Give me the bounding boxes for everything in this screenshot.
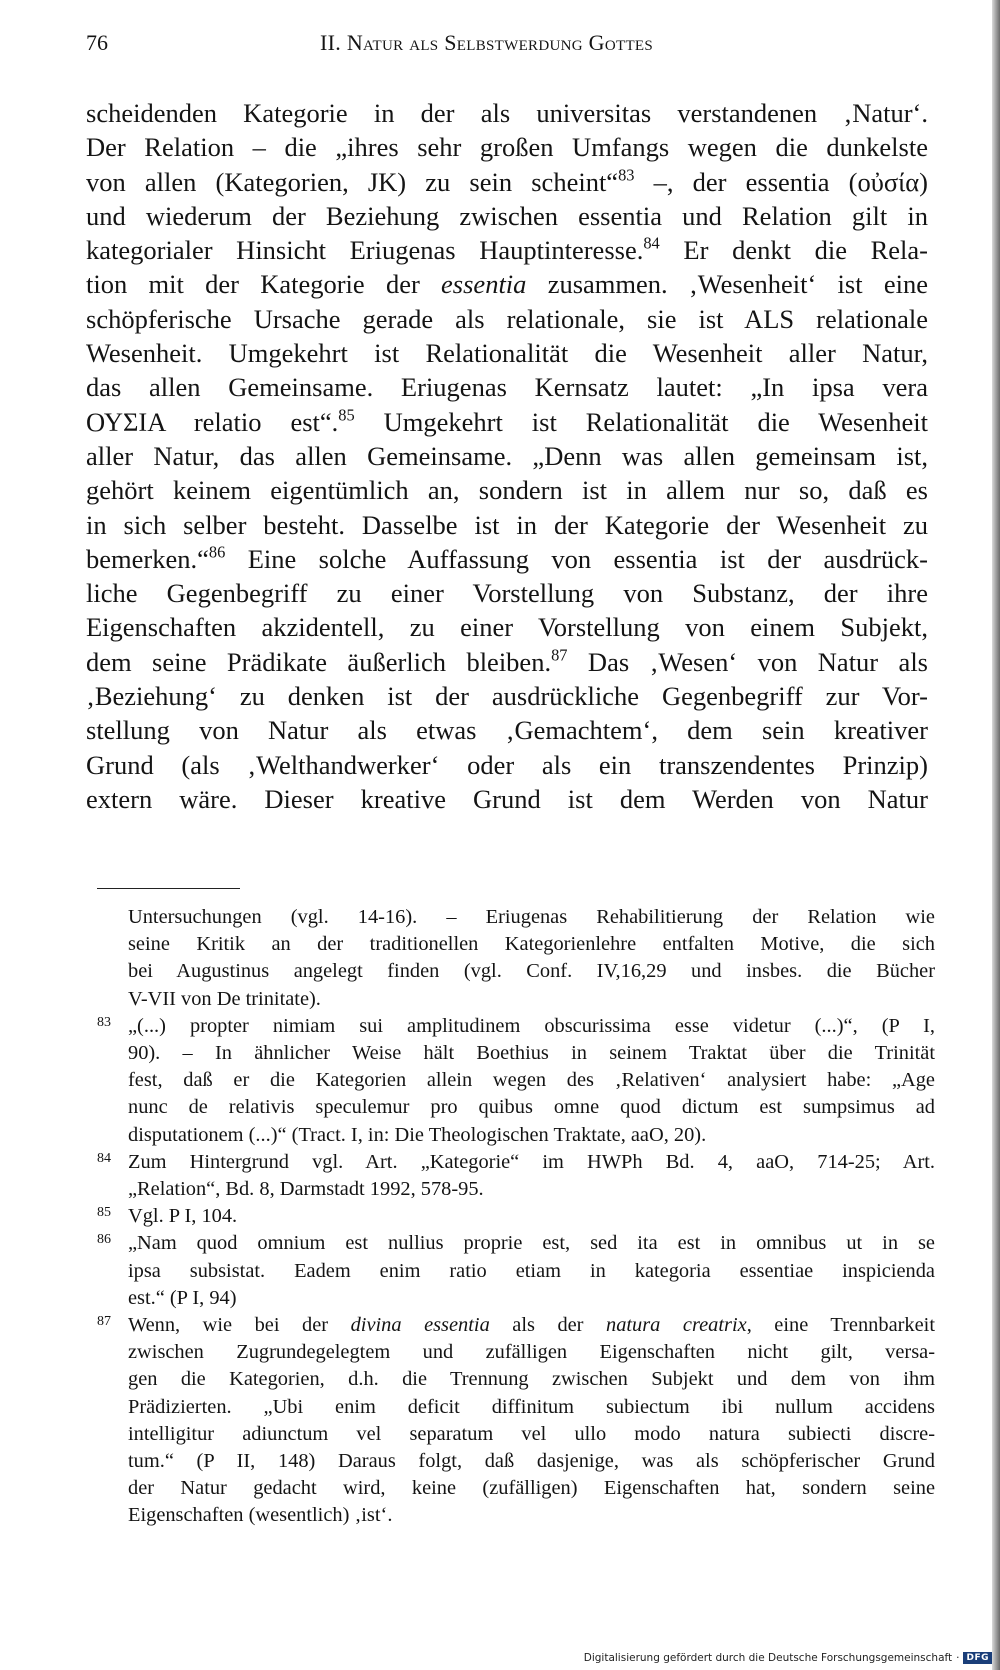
footnote-text: intelligitur adiunctum vel separatum vel ullo modo natura subiecti discre- (128, 1422, 935, 1445)
line-text: ‚Beziehung‘ zu denken ist der ausdrückliche Gegenbegriff zur Vor- (86, 681, 928, 712)
footnote-line (128, 1230, 935, 1257)
page-number: 76 (86, 30, 108, 55)
footnote-text: Untersuchungen (vgl. 14-16). – Eriugenas Rehabilitierung der Relation wie (128, 906, 935, 928)
line-text: bemerken.“ (86, 543, 209, 574)
footnote (97, 1149, 935, 1203)
body-text (86, 96, 928, 816)
body-line (86, 130, 928, 164)
footnote-text: „Nam quod omnium est nullius proprie est, sed ita est in omnibus ut in se (128, 1232, 935, 1255)
footnote-line (128, 1502, 935, 1529)
line-text: extern wäre. Dieser kreative Grund ist dem Werden von Natur (86, 783, 928, 814)
line-text: stellung von Natur als etwas ‚Gemachtem‘, dem sein kreativer (86, 715, 928, 746)
line-text: ΟΥΣΙΑ relatio est“. (86, 406, 339, 437)
line-text: Eigenschaften akzidentell, zu einer Vorstellung von einem Subjekt, (86, 612, 928, 643)
italic-term: essentia (441, 269, 527, 300)
line-text: tion mit der Kategorie der (86, 269, 442, 300)
dfg-logo-icon: DFG (963, 1652, 992, 1664)
body-line (86, 336, 928, 370)
footnote-text: ipsa subsistat. Eadem enim ratio etiam in kategoria essentiae inspicienda (128, 1259, 935, 1282)
body-line (86, 233, 928, 267)
footnote-marker: 87 (97, 1314, 111, 1330)
footnote-text: zwischen Zugrundegelegtem und zufälligen Eigenschaften nicht gilt, versa- (128, 1341, 935, 1364)
footnote-reference: 85 (338, 405, 355, 424)
body-line (86, 508, 928, 542)
line-text: in sich selber besteht. Dasselbe ist in der Kategorie der Wesenheit zu (86, 509, 928, 540)
footnote-text: „(...) propter nimiam sui amplitudinem obscurissima esse videtur (...)“, (P I, (128, 1014, 935, 1037)
footnote-marker: 85 (97, 1205, 111, 1221)
footnote-reference: 84 (643, 233, 660, 253)
footnote-line (128, 931, 935, 958)
footnote-text: gen die Kategorien, d.h. die Trennung zwischen Subjekt und dem von ihm (128, 1368, 935, 1391)
footnote-text: Vgl. P I, 104. (128, 1205, 238, 1228)
body-line (86, 267, 928, 301)
body-line (86, 96, 928, 130)
footnote-line (128, 1258, 935, 1285)
footnote-marker: 83 (97, 1014, 111, 1030)
line-text-after: Eine solche Auffassung von essentia ist der ausdrück- (225, 543, 928, 574)
line-text: schöpferische Ursache gerade als relationale, sie ist ALS relationale (86, 303, 928, 334)
footnote-text: Prädizierten. „Ubi enim deficit diffinitum subiectum ibi nullum accidens (128, 1395, 935, 1418)
footnote-line (128, 1366, 935, 1393)
footnote-text-mid: als der (489, 1314, 606, 1337)
footnote-rule (97, 888, 240, 889)
line-text: und wiederum der Beziehung zwischen essentia und Relation gilt in (86, 200, 928, 231)
line-text-after: zusammen. ‚Wesenheit‘ ist eine (526, 269, 928, 300)
body-line (86, 165, 928, 199)
italic-term: natura creatrix (606, 1314, 747, 1337)
footnote-line (128, 1448, 935, 1475)
footnote (97, 904, 935, 1013)
footnote-line (128, 1067, 935, 1094)
line-text: Wesenheit. Umgekehrt ist Relationalität die Wesenheit aller Natur, (86, 338, 928, 369)
footnote-reference: 86 (208, 542, 226, 562)
body-line (86, 713, 928, 747)
footnote-line (128, 1475, 935, 1502)
footnote-text: nunc de relativis speculemur pro quibus omne quod dictum est sumpsimus ad (128, 1096, 935, 1119)
footnote-line (128, 1285, 935, 1312)
footnote-text: Zum Hintergrund vgl. Art. „Kategorie“ im HWPh Bd. 4, aaO, 714-25; Art. (128, 1150, 935, 1173)
footnote-line (128, 1040, 935, 1067)
line-text: von allen (Kategorien, JK) zu sein scheint“ (86, 166, 619, 197)
footnotes (97, 904, 935, 1530)
footnote-line (128, 1421, 935, 1448)
footnote (97, 1013, 935, 1149)
footnote-text: tum.“ (P II, 148) Daraus folgt, daß dasjenige, was als schöpferischer Grund (128, 1450, 935, 1473)
footnote-marker: 86 (97, 1232, 111, 1248)
line-text: kategorialer Hinsicht Eriugenas Hauptinteresse. (86, 235, 644, 266)
footnote-text-after: , eine Trennbarkeit (746, 1314, 935, 1337)
footnote-text: Eigenschaften (wesentlich) ‚ist‘. (128, 1504, 393, 1527)
body-line (86, 542, 928, 576)
footnote-line (128, 1094, 935, 1121)
italic-term: divina essentia (350, 1314, 490, 1337)
body-line (86, 199, 928, 233)
line-text: gehört keinem eigentümlich an, sondern ist in allem nur so, daß es (86, 475, 928, 506)
line-text: das allen Gemeinsame. Eriugenas Kernsatz lautet: „In ipsa vera (86, 372, 928, 403)
body-line (86, 473, 928, 507)
footnote-line (128, 1013, 935, 1040)
line-text: liche Gegenbegriff zu einer Vorstellung von Substanz, der ihre (86, 578, 928, 609)
line-text: dem seine Prädikate äußerlich bleiben. (86, 646, 552, 677)
footnote-text: 90). – In ähnlicher Weise hält Boethius in seinem Traktat über die Trinität (128, 1042, 935, 1065)
body-line (86, 748, 928, 782)
footnote-line (128, 1394, 935, 1421)
line-text-after: Umgekehrt ist Relationalität die Wesenheit (354, 406, 928, 437)
footnote-line (128, 1149, 935, 1176)
page-edge-shadow (992, 0, 1000, 1670)
footnote (97, 1312, 935, 1530)
body-line (86, 576, 928, 610)
line-text: Grund (als ‚Welthandwerker‘ oder als ein transzendentes Prinzip) (86, 749, 928, 780)
footnote (97, 1230, 935, 1312)
footnote-text: „Relation“, Bd. 8, Darmstadt 1992, 578-95. (128, 1178, 484, 1201)
running-head (86, 30, 926, 64)
footnote-line (128, 904, 935, 931)
line-text-after: Er denkt die Rela- (659, 235, 928, 266)
line-text: aller Natur, das allen Gemeinsame. „Denn was allen gemeinsam ist, (86, 440, 928, 471)
footnote-text: fest, daß er die Kategorien allein wegen des ‚Relativen‘ analysiert habe: „Age (128, 1069, 935, 1092)
footnote-reference: 87 (551, 645, 568, 665)
footnote-line (128, 1122, 935, 1149)
line-text: Der Relation – die „ihres sehr großen Umfangs wegen die dunkelste (86, 132, 928, 163)
body-line (86, 782, 928, 816)
footnote-line (128, 958, 935, 985)
body-line (86, 645, 928, 679)
footnote-line (128, 1176, 935, 1203)
body-line (86, 405, 928, 439)
digitization-footer (584, 1652, 992, 1664)
running-title: II. Natur als Selbstwerdung Gottes (320, 30, 654, 55)
body-line (86, 370, 928, 404)
footnote-text: der Natur gedacht wird, keine (zufälligen) Eigenschaften hat, sondern seine (128, 1477, 935, 1500)
footnote-text: V-VII von De trinitate). (128, 987, 321, 1010)
line-text-after: –, der essentia (οὐσία) (634, 166, 928, 197)
footnote-text: disputationem (...)“ (Tract. I, in: Die Theologischen Traktate, aaO, 20). (128, 1123, 707, 1146)
footnote-marker: 84 (97, 1150, 111, 1166)
footnote-line (128, 1312, 935, 1339)
body-line (86, 610, 928, 644)
footnote-line (128, 1203, 935, 1230)
footnote-text: bei Augustinus angelegt finden (vgl. Conf. IV,16,29 und insbes. die Bücher (128, 960, 935, 983)
footer-separator: · (956, 1652, 960, 1664)
line-text-after: Das ‚Wesen‘ von Natur als (567, 646, 928, 677)
footnote-line (128, 1339, 935, 1366)
body-line (86, 302, 928, 336)
footnote (97, 1203, 935, 1230)
line-text: scheidenden Kategorie in der als universitas verstandenen ‚Natur‘. (86, 98, 928, 128)
body-line (86, 679, 928, 713)
footnote-text: Wenn, wie bei der (128, 1314, 351, 1337)
footnote-reference: 83 (618, 164, 635, 184)
footer-text: Digitalisierung gefördert durch die Deutsche Forschungsgemeinschaft (583, 1652, 953, 1664)
footnote-text: est.“ (P I, 94) (128, 1286, 237, 1309)
footnote-line (128, 986, 935, 1013)
body-line (86, 439, 928, 473)
footnote-text: seine Kritik an der traditionellen Kategorienlehre entfalten Motive, die sich (128, 933, 935, 956)
